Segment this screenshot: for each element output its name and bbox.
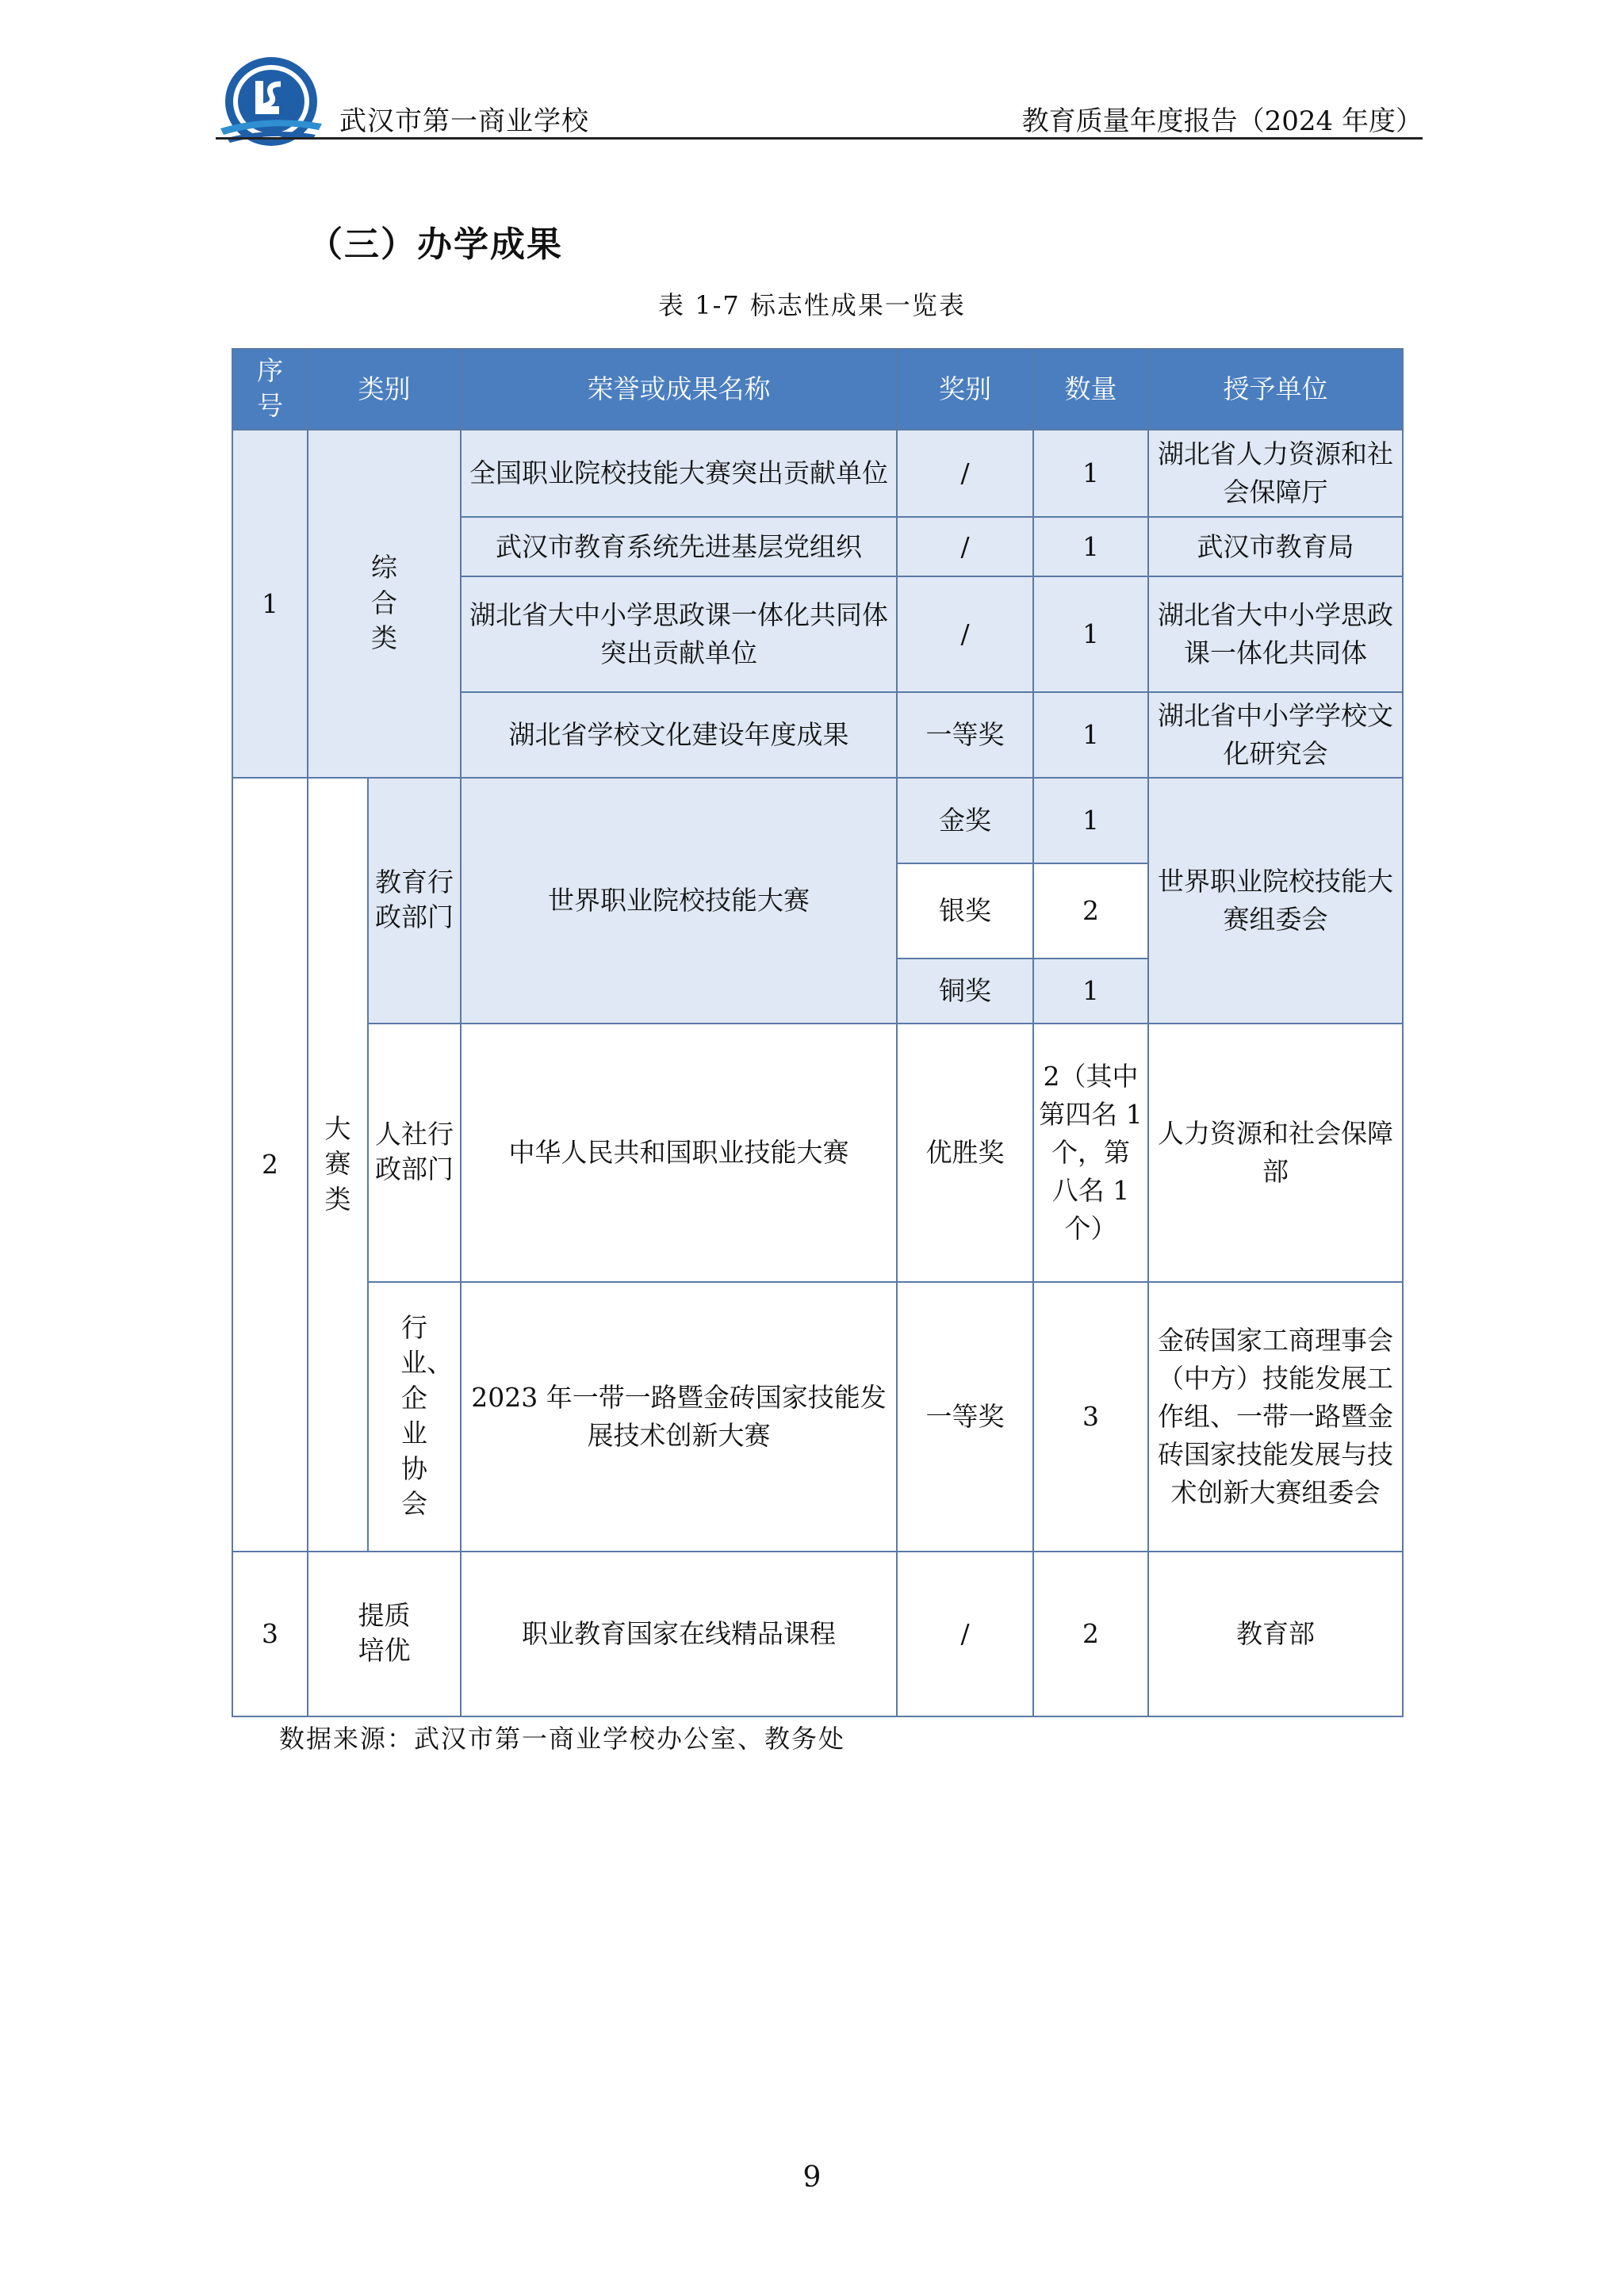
category-cell: 大赛类: [308, 778, 368, 1552]
issuer-cell: 金砖国家工商理事会（中方）技能发展工作组、一带一路暨金砖国家技能发展与技术创新大赛组委会: [1148, 1282, 1403, 1552]
achievement-name: 湖北省大中小学思政课一体化共同体突出贡献单位: [461, 576, 897, 692]
achievements-table: [232, 348, 1404, 1717]
row-number: 3: [232, 1552, 308, 1716]
school-name: 武汉市第一商业学校: [339, 105, 589, 137]
award-cell: /: [897, 1552, 1033, 1716]
award-cell: /: [897, 517, 1033, 576]
achievement-name: 武汉市教育系统先进基层党组织: [461, 517, 897, 576]
header-cell: 荣誉或成果名称: [461, 349, 897, 430]
award-cell: /: [897, 430, 1033, 517]
quantity-cell: 2: [1033, 863, 1148, 959]
subcategory-cell: 行业、企业协会: [368, 1282, 461, 1552]
achievement-name: 2023 年一带一路暨金砖国家技能发展技术创新大赛: [461, 1282, 897, 1552]
issuer-cell: 世界职业院校技能大赛组委会: [1148, 778, 1403, 1024]
quantity-cell: 1: [1033, 517, 1148, 576]
achievement-name: 职业教育国家在线精品课程: [461, 1552, 897, 1716]
award-cell: 金奖: [897, 778, 1033, 863]
achievement-name: 世界职业院校技能大赛: [461, 778, 897, 1024]
issuer-cell: 人力资源和社会保障部: [1148, 1024, 1403, 1282]
quantity-cell: 1: [1033, 576, 1148, 692]
issuer-cell: 湖北省人力资源和社会保障厅: [1148, 430, 1403, 517]
award-cell: 银奖: [897, 863, 1033, 959]
header-divider: [216, 137, 1423, 140]
header-cell: 类别: [308, 349, 461, 430]
header-cell: 奖别: [897, 349, 1033, 430]
achievement-name: 中华人民共和国职业技能大赛: [461, 1024, 897, 1282]
award-cell: 优胜奖: [897, 1024, 1033, 1282]
subcategory-cell: 教育行政部门: [368, 778, 461, 1024]
issuer-cell: 湖北省中小学学校文化研究会: [1148, 692, 1403, 778]
source-note: 数据来源：武汉市第一商业学校办公室、教务处: [279, 1724, 846, 1754]
issuer-cell: 湖北省大中小学思政课一体化共同体: [1148, 576, 1403, 692]
table-row: [232, 430, 1403, 517]
header-cell: 序号: [232, 349, 308, 430]
award-cell: 一等奖: [897, 1282, 1033, 1552]
quantity-cell: 1: [1033, 692, 1148, 778]
category-cell: 提质培优: [308, 1552, 461, 1716]
issuer-cell: 教育部: [1148, 1552, 1403, 1716]
table-caption: 表 1-7 标志性成果一览表: [658, 290, 966, 320]
subcategory-cell: 人社行政部门: [368, 1024, 461, 1282]
quantity-cell: 2: [1033, 1552, 1148, 1716]
award-cell: 一等奖: [897, 692, 1033, 778]
table-row: [232, 778, 1403, 863]
award-cell: 铜奖: [897, 959, 1033, 1024]
page-number: 9: [802, 2161, 822, 2194]
report-title: 教育质量年度报告（2024 年度）: [1021, 105, 1423, 137]
achievement-name: 全国职业院校技能大赛突出贡献单位: [461, 430, 897, 517]
section-title: （三）办学成果: [308, 224, 563, 265]
header-cell: 授予单位: [1148, 349, 1403, 430]
header-cell: 数量: [1033, 349, 1148, 430]
school-logo-icon: [216, 49, 325, 147]
row-number: 2: [232, 778, 308, 1552]
quantity-cell: 3: [1033, 1282, 1148, 1552]
row-number: 1: [232, 430, 308, 778]
quantity-cell: 1: [1033, 778, 1148, 863]
quantity-cell: 1: [1033, 959, 1148, 1024]
table-row: [232, 1282, 1403, 1552]
quantity-cell: 1: [1033, 430, 1148, 517]
issuer-cell: 武汉市教育局: [1148, 517, 1403, 576]
category-cell: 综合类: [308, 430, 461, 778]
achievement-name: 湖北省学校文化建设年度成果: [461, 692, 897, 778]
quantity-cell: 2（其中第四名 1 个，第八名 1 个）: [1033, 1024, 1148, 1282]
table-header-row: [232, 349, 1403, 430]
table-row: [232, 1552, 1403, 1716]
award-cell: /: [897, 576, 1033, 692]
table-row: [232, 1024, 1403, 1282]
